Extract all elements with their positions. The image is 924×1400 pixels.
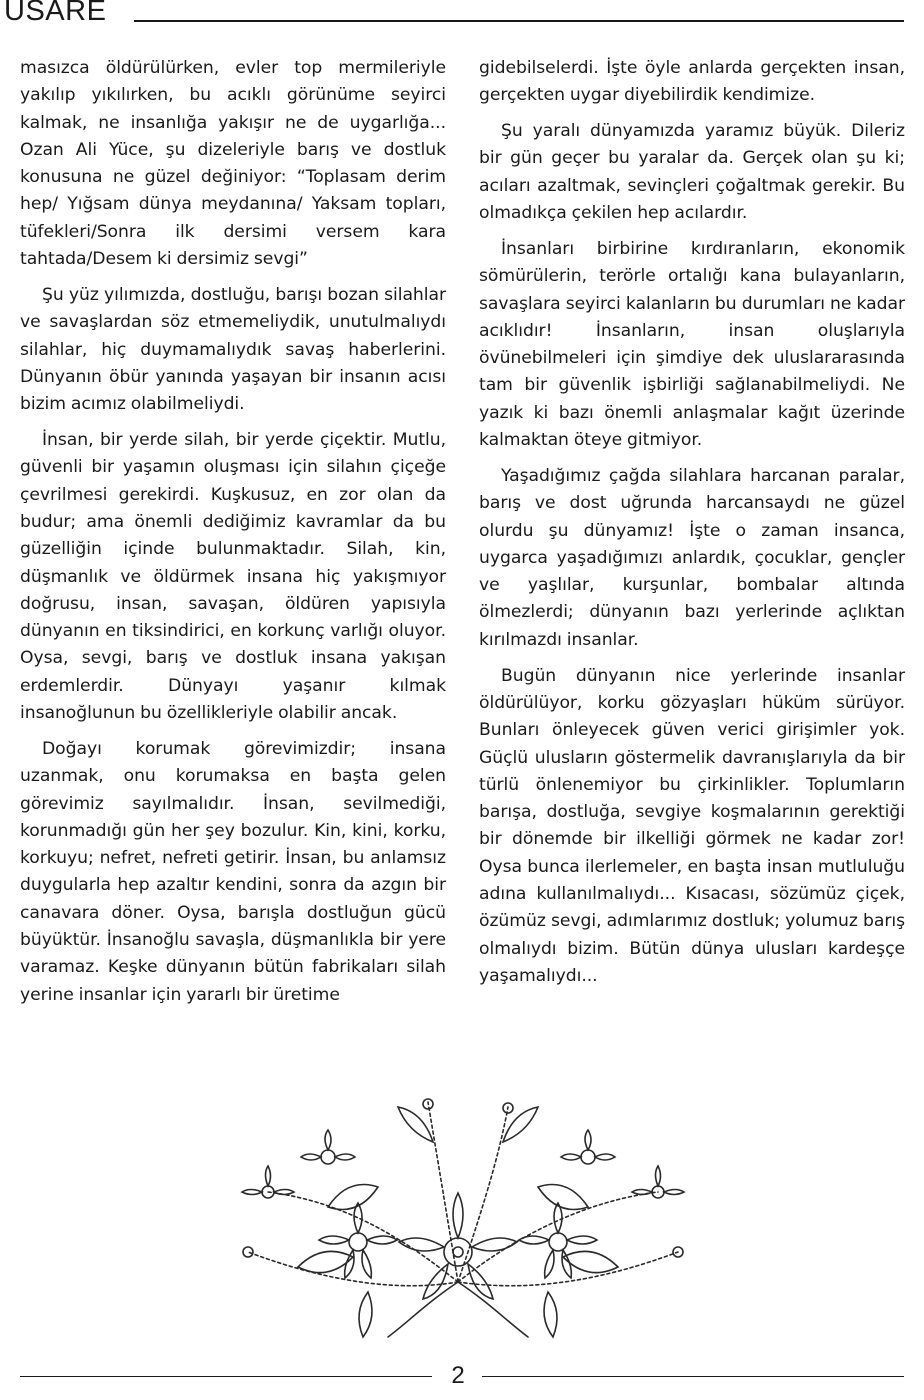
paragraph: Bugün dünyanın nice yerlerinde insanlar öldürülüyor, korku gözyaşları hüküm sürüyor. Bunları önleyecek güven verici girişimler yok. Güçlü ulusların göstermelik davranışlarıyla da bir türlü önlenemiyor bu çirkinlikler. Toplumların barışa, dostluğa, sevgiye koşmalarının gerektiği bir dönemde bir ilkelliği görmek ne kadar zor! Oysa bunca ilerlemeler, en başta insan mutluluğu adına kullanılmalıydı... Kısacası, sözümüz çiçek, özümüz sevgi, adımlarımız dostluk; yolumuz barış olmalıydı bizim. Bütün dünya ulusları kardeşçe yaşamalıydı... bbox=[479, 665, 905, 986]
footer-rule-left bbox=[20, 1376, 432, 1377]
paragraph: İnsan, bir yerde silah, bir yerde çiçektir. Mutlu, güvenli bir yaşamın oluşması için silahın çiçeğe çevrilmesi gerekirdi. Kuşkusuz, en zor olan da budur; ama önemli dediğimiz kavramlar da bu güzelliğin içinde bulunmaktadır. Silah, kin, düşmanlık ve öldürmek insana hiç yakışmıyor doğrusu, insan, savaşan, öldüren yapısıyla dünyanın en tiksindirici, en korkunç varlığı oluyor. Oysa, sevgi, barış ve dostluk insana yakışan erdemlerdir. Dünyayı yaşanır kılmak insanoğlunun bu özellikleriyle olabilir ancak. bbox=[20, 430, 446, 724]
paragraph: masızca öldürülürken, evler top mermileriyle yakılıp yıkılırken, bu acıklı görünüme seyirci kalmak, ne insanlığa yakışır ne de uygarlığa... Ozan Ali Yüce, şu dizeleriyle barış ve dostluk konusuna ne güzel değiniyor: “Toplasam derim hep/ Yığsam dünya meydanına/ Yaksam topları, tüfekleri/Sonra ilk dersimi versem kara tahtada/Desem ki dersimiz sevgi” bbox=[20, 58, 446, 270]
page-number: 2 bbox=[451, 1362, 465, 1389]
paragraph: Şu yaralı dünyamızda yaramız büyük. Dileriz bir gün geçer bu yaralar da. Gerçek olan şu ki; acıları azaltmak, sevinçleri çoğaltmak gerekir. Bu olmadıkça çekilen hep acılardır. bbox=[479, 121, 905, 224]
paragraph: Yaşadığımız çağda silahlara harcanan paralar, barış ve dost uğrunda harcansaydı ne güzel olurdu şu dünyamız! İşte o zaman insanca, uygarca yaşadığımızı anlardık, çocuklar, gençler ve yaşlılar, kurşunlar, bombalar altında ölmezlerdi; dünyanın bazı yerlerinde açlıktan kırılmazdı insanlar. bbox=[479, 465, 905, 650]
right-column bbox=[479, 55, 905, 999]
footer-rule-right bbox=[482, 1376, 904, 1377]
paragraph: Doğayı korumak görevimizdir; insana uzanmak, onu korumaksa en başta gelen görevimiz sayılmalıdır. İnsan, sevilmediği, korunmadığı gün her şey bozulur. Kin, kini, korku, korkuyu; nefret, nefreti getirir. İnsan, bu anlamsız duygularla hep azaltır kendini, sonra da azgın bir canavara döner. Oysa, barışla dostluğun gücü büyüktür. İnsanoğlu savaşla, düşmanlıkla bir yere varamaz. Keşke dünyanın bütün fabrikaları silah yerine insanlar için yararlı bir üretime bbox=[20, 738, 446, 1005]
floral-ornament-icon bbox=[208, 1082, 708, 1342]
header-rule bbox=[134, 20, 904, 22]
page-footer bbox=[20, 1362, 904, 1390]
paragraph: gidebilselerdi. İşte öyle anlarda gerçekten insan, gerçekten uygar diyebilirdik kendimize. bbox=[479, 58, 905, 106]
magazine-title: USARE bbox=[4, 0, 107, 27]
paragraph: Şu yüz yılımızda, dostluğu, barışı bozan silahlar ve savaşlardan söz etmemeliydik, unutulmalıydı silahlar, hiç duymamalıydık savaş haberlerini. Dünyanın öbür yanında yaşayan bir insanın acısı bizim acımız olabilmeliydi. bbox=[20, 284, 446, 415]
left-column bbox=[20, 55, 446, 1017]
page-header bbox=[4, 0, 904, 28]
paragraph: İnsanları birbirine kırdıranların, ekonomik sömürülerin, terörle ortalığı kana bulayanların, savaşlara seyirci kalanların bu durumları ne kadar acıklıdır! İnsanların, insan oluşlarıyla övünebilmeleri için şimdiye dek uluslararasında tam bir güvenlik işbirliği sağlanabilmeliydi. Ne yazık ki bazı önemli anlaşmalar kağıt üzerinde kalmaktan öteye gitmiyor. bbox=[479, 238, 905, 451]
